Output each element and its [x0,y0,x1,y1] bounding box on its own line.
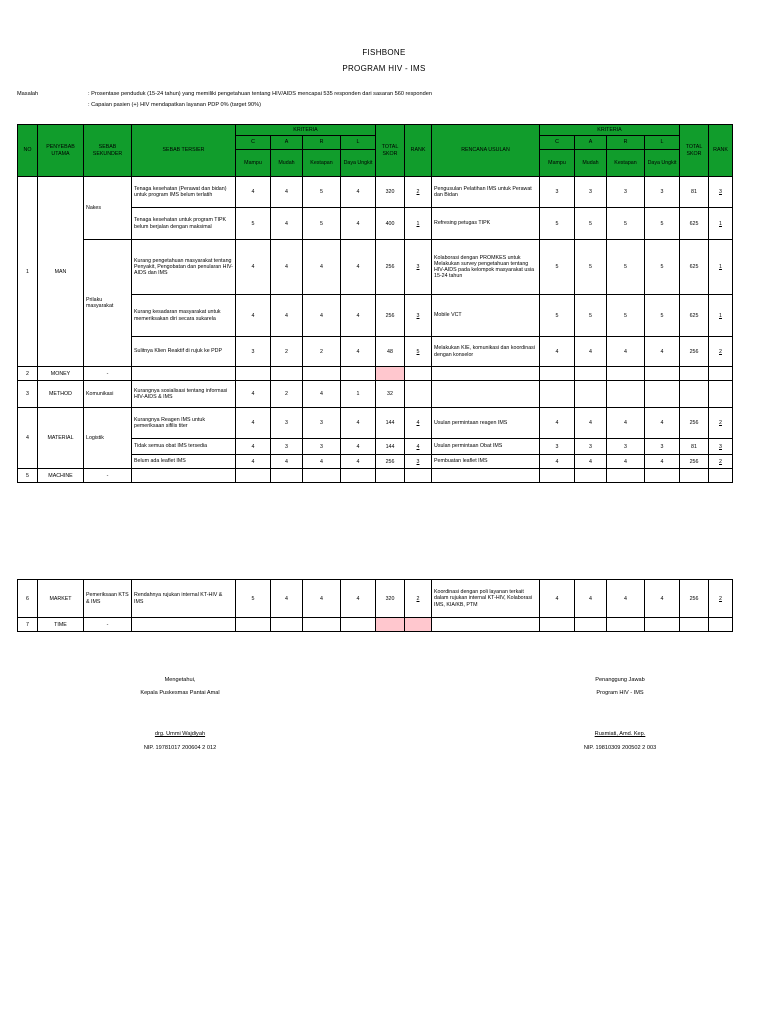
cell-l: 4 [341,439,376,455]
cell-c2: 5 [540,295,575,337]
cell-c2: 4 [540,408,575,439]
cell-a2: 3 [575,177,607,208]
cell-rank: 5 [405,337,432,367]
col-l: L [341,136,376,150]
cell-total: 144 [376,408,405,439]
cell-c2: 3 [540,439,575,455]
cell-r: 3 [303,408,341,439]
cell-tersier: Tenaga kesehatan untuk program TIPK belum berjalan dengan maksimal [132,208,236,240]
cell-sekunder: - [84,618,132,632]
cell-rank: 3 [405,240,432,295]
cell-sekunder: - [84,367,132,381]
cell-r2: 5 [607,295,645,337]
problem-line-1: : Prosentase penduduk (15-24 tahun) yang memiliki pengetahuan tentang HIV/AIDS mencapai 535 responden dari sasaran 560 responden [88,91,432,97]
cell-total: 32 [376,381,405,408]
col-daya-ungkit: Daya Ungkit [341,150,376,177]
col-kestapan: Kestapan [303,150,341,177]
col-daya-ungkit-2: Daya Ungkit [645,150,680,177]
cell-r: 4 [303,455,341,469]
cell-r: 3 [303,439,341,455]
cell-r2: 5 [607,240,645,295]
cell-total: 48 [376,337,405,367]
cell-sekunder: Logistik [84,408,132,469]
cell-a: 4 [271,208,303,240]
cell-rank2: 3 [709,177,733,208]
sig-left-line2: Kepala Puskesmas Pantai Amal [140,690,220,696]
cell-r: 4 [303,240,341,295]
cell-total: 256 [376,295,405,337]
cell-rank: 1 [405,208,432,240]
cell-total2: 256 [680,408,709,439]
sig-left-name-text: drg. Ummi Wajdiyah [154,731,206,737]
cell-l2: 5 [645,208,680,240]
cell-c: 4 [236,295,271,337]
cell-l: 4 [341,455,376,469]
cell-a2: 5 [575,295,607,337]
cell-l: 1 [341,381,376,408]
cell-c: 4 [236,439,271,455]
cell-rank: 3 [405,295,432,337]
cell-rencana: Koordinasi dengan poli layanan terkait dalam rujukan internal KT-HIV, Kolaborasi IMS, KIA/KB, PTM [432,580,540,618]
cell-r2: 3 [607,177,645,208]
cell-no: 3 [18,381,38,408]
cell-r: 4 [303,381,341,408]
cell-tersier: Kurangnya sosialisasi tentang informasi HIV-AIDS & IMS [132,381,236,408]
cell-sekunder: Prilaku masyarakat [84,240,132,367]
cell-c2: 3 [540,177,575,208]
col-mudah: Mudah [271,150,303,177]
cell-a2: 5 [575,240,607,295]
cell-rank2: 2 [709,455,733,469]
cell-sekunder: Komunikasi [84,381,132,408]
cell-utama: MARKET [38,580,84,618]
col-a-2: A [575,136,607,150]
cell-l: 4 [341,337,376,367]
cell-rank2: 3 [709,439,733,455]
cell-l2: 4 [645,408,680,439]
cell-no: 4 [18,408,38,469]
table-row [18,469,733,483]
cell-total2: 625 [680,295,709,337]
col-mampu: Mampu [236,150,271,177]
cell-total2: 256 [680,337,709,367]
cell-utama: METHOD [38,381,84,408]
col-a: A [271,136,303,150]
cell-a2: 5 [575,208,607,240]
col-no: NO [18,125,38,177]
cell-no: 7 [18,618,38,632]
cell-a: 4 [271,177,303,208]
cell-total-highlight [376,367,405,381]
cell-a: 3 [271,439,303,455]
cell-r2: 3 [607,439,645,455]
cell-l2: 4 [645,455,680,469]
cell-total-highlight [376,618,405,632]
cell-c: 4 [236,240,271,295]
cell-l2: 3 [645,177,680,208]
cell-rank2: 1 [709,208,733,240]
cell-l: 4 [341,295,376,337]
cell-rank: 2 [405,580,432,618]
cell-a: 3 [271,408,303,439]
cell-rank: 2 [405,177,432,208]
sig-right-name-text: Rusmiati, Amd. Kep. [594,731,646,737]
cell-l2: 3 [645,439,680,455]
problem-line-2: : Capaian pasien (+) HIV mendapatkan layanan PDP 0% (target 90%) [88,102,261,108]
cell-utama: MONEY [38,367,84,381]
col-c-2: C [540,136,575,150]
cell-c2: 4 [540,580,575,618]
col-sebab-tersier: SEBAB TERSIER [132,125,236,177]
cell-total2: 81 [680,177,709,208]
cell-c: 4 [236,408,271,439]
cell-rank: 4 [405,439,432,455]
cell-total2: 625 [680,240,709,295]
col-c: C [236,136,271,150]
sig-right-name [545,731,695,737]
cell-r2: 5 [607,208,645,240]
cell-rank2: 2 [709,337,733,367]
col-r: R [303,136,341,150]
cell-rencana: Pembuatan leaflet IMS [432,455,540,469]
cell-sekunder: Nakes [84,177,132,240]
cell-no: 1 [18,177,38,367]
cell-rank: 4 [405,408,432,439]
cell-rank2: 2 [709,408,733,439]
cell-a2: 3 [575,439,607,455]
cell-r: 4 [303,580,341,618]
cell-rank2: 1 [709,295,733,337]
cell-rencana: Kolaborasi dengan PROMKES untuk Melakukan survey pengetahuan tentang HIV-AIDS pada kelompok masyarakat usia 15-24 tahun [432,240,540,295]
cell-a: 4 [271,455,303,469]
cell-r: 4 [303,295,341,337]
col-sebab-sekunder: SEBAB SEKUNDER [84,125,132,177]
col-mampu-2: Mampu [540,150,575,177]
cell-total: 256 [376,240,405,295]
cell-l2: 5 [645,240,680,295]
cell-r: 2 [303,337,341,367]
col-rencana-usulan: RENCANA USULAN [432,125,540,177]
cell-tersier: Kurangnya Reagen IMS untuk pemeriksaan sifilis titer [132,408,236,439]
cell-c2: 4 [540,337,575,367]
sig-left-line1: Mengetahui, [164,677,196,683]
document-title: FISHBONE [362,48,406,57]
cell-l: 4 [341,580,376,618]
cell-tersier: Belum ada leaflet IMS [132,455,236,469]
col-rank-2: RANK [709,125,733,177]
cell-c: 3 [236,337,271,367]
document-subtitle: PROGRAM HIV - IMS [342,64,426,73]
cell-utama: MATERIAL [38,408,84,469]
cell-total2: 81 [680,439,709,455]
cell-utama: MACHINE [38,469,84,483]
col-kestapan-2: Kestapan [607,150,645,177]
cell-c2: 4 [540,455,575,469]
cell-c: 5 [236,580,271,618]
col-total-skor: TOTAL SKOR [376,125,405,177]
cell-tersier: Kurang pengetahuan masyarakat tentang Penyakit, Pengobatan dan penularan HIV-AIDS dan IMS [132,240,236,295]
cell-rencana: Refresing petugas TIPK [432,208,540,240]
cell-no: 5 [18,469,38,483]
cell-total: 144 [376,439,405,455]
cell-sekunder: Pemeriksaan KTS & IMS [84,580,132,618]
cell-total: 320 [376,177,405,208]
cell-sekunder: - [84,469,132,483]
sig-right-nip: NIP. 19810309 200502 2 003 [583,745,657,751]
cell-tersier: Rendahnya rujukan internal KT-HIV & IMS [132,580,236,618]
cell-a: 4 [271,240,303,295]
cell-a: 2 [271,337,303,367]
cell-tersier: Kurang kesadaran masyarakat untuk memeriksakan diri secara sukarela [132,295,236,337]
cell-l2: 4 [645,337,680,367]
cell-total: 400 [376,208,405,240]
cell-rencana: Mobile VCT [432,295,540,337]
table-row [18,580,733,618]
cell-total: 320 [376,580,405,618]
cell-a2: 4 [575,337,607,367]
cell-r2: 4 [607,337,645,367]
cell-l: 4 [341,177,376,208]
cell-r2: 4 [607,455,645,469]
cell-total2: 256 [680,455,709,469]
cell-tersier: Sulitnya Klien Reaktif di rujuk ke PDP [132,337,236,367]
cell-a2: 4 [575,455,607,469]
cell-tersier: Tidak semua obat IMS tersedia [132,439,236,455]
cell-a: 4 [271,295,303,337]
table-row [18,367,733,381]
col-rank: RANK [405,125,432,177]
table-row [18,381,733,408]
cell-rank2: 2 [709,580,733,618]
cell-l: 4 [341,408,376,439]
col-penyebab-utama: PENYEBAB UTAMA [38,125,84,177]
cell-total: 256 [376,455,405,469]
cell-c: 5 [236,208,271,240]
cell-r2: 4 [607,580,645,618]
sig-left-nip: NIP. 19781017 200604 2 012 [143,745,217,751]
cell-l2: 4 [645,580,680,618]
cell-c: 4 [236,455,271,469]
col-r-2: R [607,136,645,150]
cell-total2: 625 [680,208,709,240]
col-kriteria-2: KRITERIA [540,125,680,136]
cell-a: 4 [271,580,303,618]
col-mudah-2: Mudah [575,150,607,177]
sig-right-line1: Penanggung Jawab [595,677,645,683]
cell-c: 4 [236,381,271,408]
col-l-2: L [645,136,680,150]
cell-no: 6 [18,580,38,618]
problem-label: Masalah [17,91,39,97]
col-total-skor-2: TOTAL SKOR [680,125,709,177]
sig-left-name [110,731,250,737]
cell-rencana: Usulan permintaan reagen IMS [432,408,540,439]
cell-l2: 5 [645,295,680,337]
sig-right-line2: Program HIV - IMS [596,690,644,696]
fishbone-table [17,124,733,632]
cell-rank: 3 [405,455,432,469]
cell-tersier: Tenaga kesehatan (Perawat dan bidan) untuk program IMS belum terlatih [132,177,236,208]
cell-utama: MAN [38,177,84,367]
cell-rank2: 1 [709,240,733,295]
col-kriteria: KRITERIA [236,125,376,136]
cell-utama: TIME [38,618,84,632]
cell-rencana: Melakukan KIE, komunikasi dan koordinasi dengan konselor [432,337,540,367]
cell-rank-highlight [405,618,432,632]
cell-no: 2 [18,367,38,381]
cell-a2: 4 [575,408,607,439]
table-row [18,177,733,208]
table-row [18,408,733,439]
cell-r2: 4 [607,408,645,439]
table-row [18,618,733,632]
cell-c2: 5 [540,240,575,295]
cell-l: 4 [341,208,376,240]
cell-c2: 5 [540,208,575,240]
cell-a2: 4 [575,580,607,618]
cell-rencana: Usulan permintaan Obat IMS [432,439,540,455]
table-row [18,240,733,295]
cell-total2: 256 [680,580,709,618]
cell-r: 5 [303,177,341,208]
cell-l: 4 [341,240,376,295]
cell-c: 4 [236,177,271,208]
cell-a: 2 [271,381,303,408]
cell-r: 5 [303,208,341,240]
cell-rencana: Pengusulan Pelatihan IMS untuk Perawat dan Bidan [432,177,540,208]
